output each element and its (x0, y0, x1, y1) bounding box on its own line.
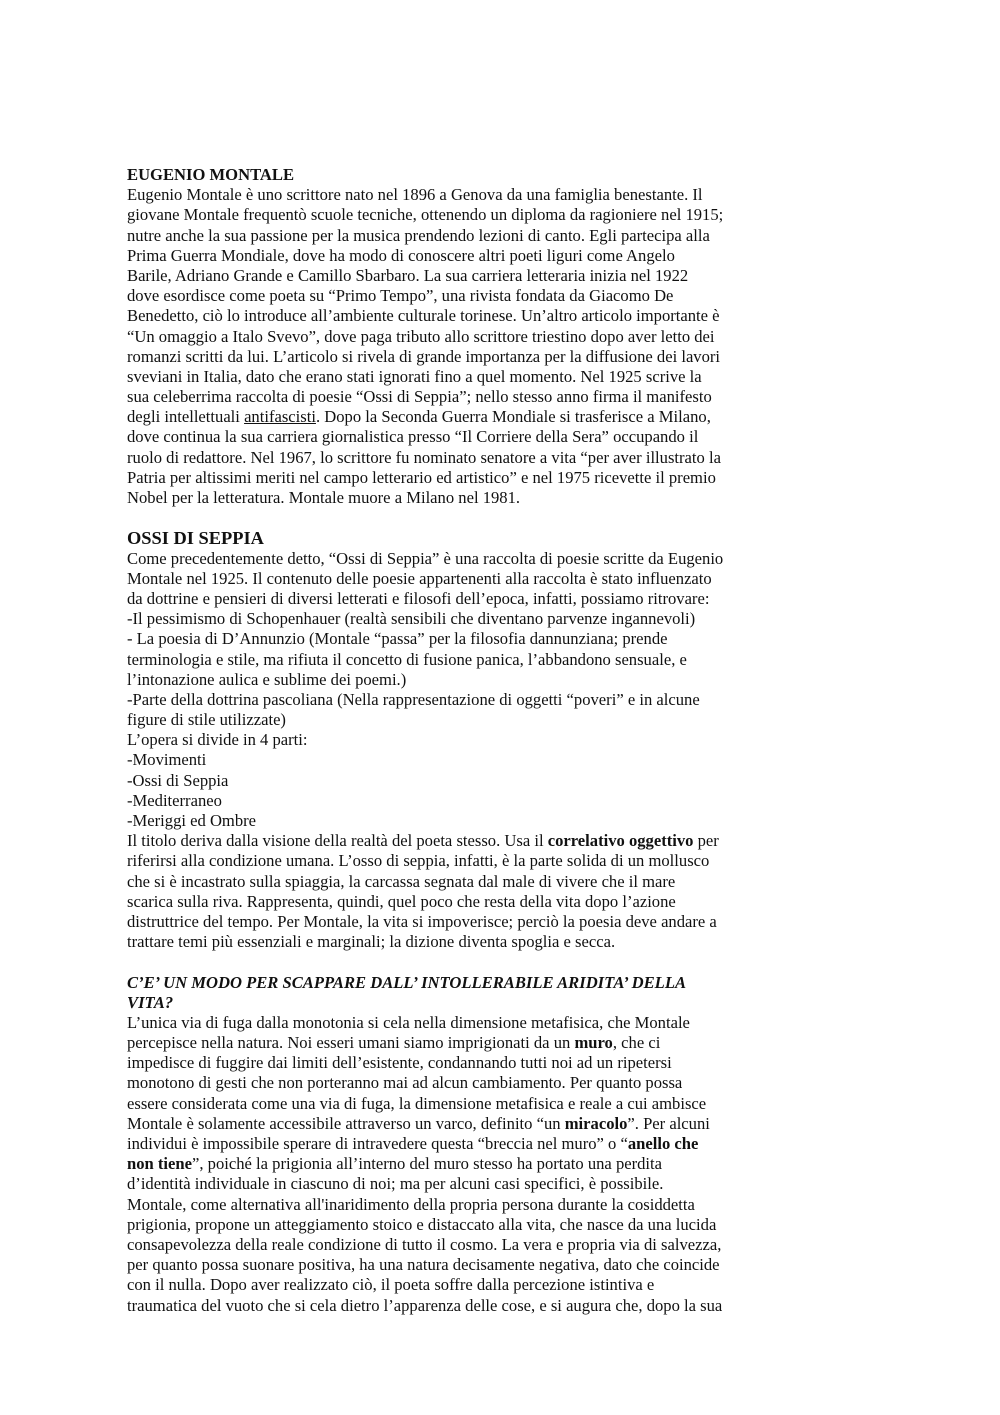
section-body-via-di-fuga (127, 1013, 767, 1316)
text-line (127, 407, 767, 427)
section-body-eugenio-montale (127, 185, 767, 508)
text-line: scarica sulla riva. Rappresenta, quindi, quel poco che resta della vita dopo l’azione (127, 891, 676, 911)
text-line: Come precedentemente detto, “Ossi di Seppia” è una raccolta di poesie scritte da Eugenio (127, 548, 724, 568)
text-line: Barile, Adriano Grande e Camillo Sbarbaro. La sua carriera letteraria inizia nel 1922 (127, 265, 689, 285)
underlined-word-antifascisti: antifascisti (244, 407, 316, 427)
text-line: monotono di gesti che non porteranno mai ad alcun cambiamento. Per quanto possa (127, 1073, 683, 1093)
text-line: che si è incastrato sulla spiaggia, la carcassa segnata dal male di vivere che il mare (127, 871, 676, 891)
text-span: percepisce nella natura. Noi esseri umani siamo imprigionati da un (127, 1033, 575, 1053)
text-line: giovane Montale frequentò scuole tecniche, ottenendo un diploma da ragioniere nel 1915; (127, 205, 724, 225)
text-span: per (693, 831, 719, 851)
text-line: sua celeberrima raccolta di poesie “Ossi di Seppia”; nello stesso anno firma il manifesto (127, 387, 712, 407)
text-line: nutre anche la sua passione per la musica prendendo lezioni di canto. Egli partecipa alla (127, 225, 710, 245)
section-heading-eugenio-montale: EUGENIO MONTALE (127, 165, 295, 184)
text-line: ruolo di redattore. Nel 1967, lo scrittore fu nominato senatore a vita “per aver illustrato la (127, 447, 721, 467)
text-line: “Un omaggio a Italo Svevo”, dove paga tributo allo scrittore triestino dopo aver letto dei (127, 326, 715, 346)
text-line: consapevolezza della reale condizione di tutto il cosmo. La vera e propria via di salvezza, (127, 1234, 722, 1254)
text-line: dove continua la sua carriera giornalistica presso “Il Corriere della Sera” occupando il (127, 427, 699, 447)
text-span: ”. Per alcuni (627, 1113, 710, 1133)
text-line: romanzi scritti da lui. L’articolo si rivela di grande importanza per la diffusione dei lavori (127, 346, 721, 366)
text-line (127, 1114, 767, 1134)
text-line: impedisce di fuggire dai limiti dell’esistente, condannando tutti noi ad un ripetersi (127, 1053, 672, 1073)
text-line: sveviani in Italia, dato che erano stati ignorati fino a quel momento. Nel 1925 scrive la (127, 366, 702, 386)
text-line: riferirsi alla condizione umana. L’osso di seppia, infatti, è la parte solida di un mollusco (127, 851, 710, 871)
text-line: con il nulla. Dopo aver realizzato ciò, il poeta soffre dalla percezione istintiva e (127, 1275, 655, 1295)
text-line: terminologia e stile, ma rifiuta il concetto di fusione panica, l’abbandono sensuale, e (127, 649, 687, 669)
text-span: individui è impossibile sperare di intravedere questa “breccia nel muro” o “ (127, 1134, 628, 1153)
paragraph-gap (127, 952, 767, 972)
list-item: -Ossi di Seppia (127, 770, 229, 790)
text-line (127, 1154, 767, 1174)
section-heading-ossi-di-seppia: OSSI DI SEPPIA (127, 528, 264, 549)
text-span: Il titolo deriva dalla visione della realtà del poeta stesso. Usa il (127, 831, 548, 851)
text-line: Nobel per la letteratura. Montale muore a Milano nel 1981. (127, 488, 521, 507)
text-line: distruttrice del tempo. Per Montale, la vita si impoverisce; perciò la poesia deve andare a (127, 911, 717, 931)
text-line (127, 1033, 767, 1053)
text-line: Prima Guerra Mondiale, dove ha modo di conoscere altri poeti liguri come Angelo (127, 245, 675, 265)
text-span: Montale è solamente accessibile attraverso un varco, definito “un (127, 1113, 565, 1133)
text-span: ”, poiché la prigionia all’interno del muro stesso ha portato una perdita (192, 1154, 663, 1174)
text-line: l’intonazione aulica e sublime dei poemi.) (127, 669, 407, 689)
text-line: L’opera si divide in 4 parti: (127, 730, 308, 750)
text-line: d’identità individuale in ciascuno di noi; ma per alcuni casi specifici, è possibile. (127, 1174, 664, 1194)
text-line: Eugenio Montale è uno scrittore nato nel 1896 a Genova da una famiglia benestante. Il (127, 185, 703, 205)
text-line: -Il pessimismo di Schopenhauer (realtà sensibili che diventano parvenze ingannevoli) (127, 609, 696, 629)
list-item: -Movimenti (127, 750, 207, 770)
bold-term-non-tiene: non tiene (127, 1154, 192, 1174)
paragraph-gap (127, 508, 767, 528)
text-line: essere considerata come una via di fuga, la dimensione metafisica e reale a cui ambisce (127, 1093, 707, 1113)
text-line (127, 831, 767, 851)
text-line: dove esordisce come poeta su “Primo Tempo”, una rivista fondata da Giacomo De (127, 286, 674, 306)
section-heading-line: VITA? (127, 992, 174, 1012)
text-line: Montale, come alternativa all'inaridimento della propria persona durante la cosiddetta (127, 1194, 695, 1214)
text-line: da dottrine e pensieri di diversi letterati e filosofi dell’epoca, infatti, possiamo ritrovare: (127, 588, 710, 608)
document-body (127, 165, 767, 1316)
bold-term-correlativo-oggettivo: correlativo oggettivo (547, 831, 694, 851)
list-item: -Mediterraneo (127, 790, 222, 810)
text-line: per quanto possa suonare positiva, ha una natura decisamente negativa, dato che coincide (127, 1255, 720, 1275)
text-span: , che ci (612, 1033, 661, 1053)
text-line: Patria per altissimi meriti nel campo letterario ed artistico” e nel 1975 ricevette il premio (127, 467, 716, 487)
text-line: Montale nel 1925. Il contenuto delle poesie appartenenti alla raccolta è stato influenzato (127, 568, 712, 588)
text-line: L’unica via di fuga dalla monotonia si cela nella dimensione metafisica, che Montale (127, 1012, 690, 1032)
text-line: Benedetto, ciò lo introduce all’ambiente culturale torinese. Un’altro articolo importante è (127, 306, 720, 326)
text-line: trattare temi più essenziali e marginali; la dizione diventa spoglia e secca. (127, 932, 616, 952)
text-line: traumatica del vuoto che si cela dietro l’apparenza delle cose, e si augura che, dopo la sua (127, 1295, 723, 1315)
section-body-ossi-di-seppia (127, 549, 767, 953)
text-span: . Dopo la Seconda Guerra Mondiale si trasferisce a Milano, (315, 407, 711, 427)
bold-term-anello-che: anello che (627, 1134, 699, 1153)
text-span: degli intellettuali (127, 407, 245, 427)
text-line: figure di stile utilizzate) (127, 710, 286, 730)
text-line: -Parte della dottrina pascoliana (Nella rappresentazione di oggetti “poveri” e in alcune (127, 689, 700, 709)
text-line: - La poesia di D’Annunzio (Montale “passa” per la filosofia dannunziana; prende (127, 629, 668, 649)
list-item: -Meriggi ed Ombre (127, 811, 257, 830)
text-line: prigionia, propone un atteggiamento stoico e distaccato alla vita, che nasce da una lucida (127, 1214, 717, 1234)
bold-term-muro: muro (574, 1033, 613, 1053)
text-line (127, 1134, 767, 1154)
section-heading-line: C’E’ UN MODO PER SCAPPARE DALL’ INTOLLERABILE ARIDITA’ DELLA (127, 972, 687, 992)
bold-term-miracolo: miracolo (564, 1113, 628, 1133)
